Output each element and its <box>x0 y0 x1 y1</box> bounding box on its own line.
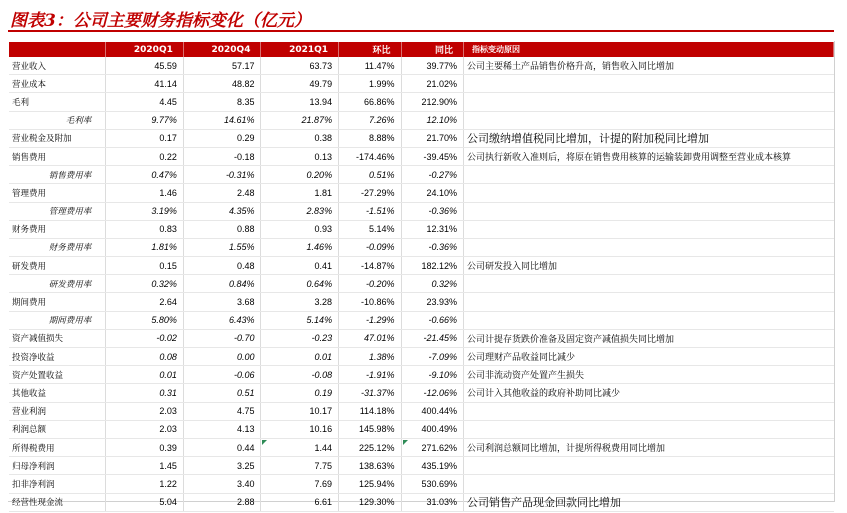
value-cell: 0.15 <box>106 257 184 275</box>
value-cell: 6.43% <box>183 311 261 329</box>
change-reason: 公司主要稀土产品销售价格升高，销售收入同比增加 <box>464 57 834 75</box>
value-cell: 0.93 <box>261 220 339 238</box>
value-cell: 0.83 <box>106 220 184 238</box>
value-cell: 114.18% <box>339 402 401 420</box>
value-cell: 0.22 <box>106 147 184 165</box>
change-reason <box>464 475 834 493</box>
table-row <box>9 493 834 511</box>
value-cell: 11.47% <box>339 57 401 75</box>
value-cell: 400.49% <box>401 420 463 438</box>
table-row <box>9 129 834 147</box>
value-cell: 0.01 <box>261 348 339 366</box>
value-cell: 48.82 <box>183 75 261 93</box>
table-row <box>9 220 834 238</box>
value-cell: 31.03% <box>401 493 463 511</box>
value-cell: 4.45 <box>106 93 184 111</box>
value-cell: 10.17 <box>261 402 339 420</box>
value-cell: 2.88 <box>183 493 261 511</box>
value-cell: 4.13 <box>183 420 261 438</box>
value-cell: 400.44% <box>401 402 463 420</box>
value-cell: 435.19% <box>401 457 463 475</box>
header-cell: 2021Q1 <box>261 42 339 57</box>
value-cell: 2.83% <box>261 202 339 220</box>
table-row <box>9 75 834 93</box>
value-cell: 1.46 <box>106 184 184 202</box>
table-row <box>9 93 834 111</box>
value-cell: 182.12% <box>401 257 463 275</box>
value-cell: -0.08 <box>261 366 339 384</box>
value-cell: 3.25 <box>183 457 261 475</box>
value-cell: 4.75 <box>183 402 261 420</box>
value-cell: 8.88% <box>339 129 401 147</box>
value-cell: 0.32% <box>401 275 463 293</box>
header-cell: 2020Q4 <box>183 42 261 57</box>
value-cell: 24.10% <box>401 184 463 202</box>
change-reason <box>464 311 834 329</box>
table-row <box>9 348 834 366</box>
value-cell: 41.14 <box>106 75 184 93</box>
row-label: 研发费用 <box>9 257 106 275</box>
change-reason <box>464 402 834 420</box>
row-label: 经营性现金流 <box>9 493 106 511</box>
table-row <box>9 402 834 420</box>
value-cell: 138.63% <box>339 457 401 475</box>
value-cell: 0.31 <box>106 384 184 402</box>
change-reason <box>464 166 834 184</box>
value-cell: 0.00 <box>183 348 261 366</box>
row-label: 营业成本 <box>9 75 106 93</box>
value-cell: 21.02% <box>401 75 463 93</box>
table-header-row <box>9 42 834 57</box>
value-cell: 5.14% <box>261 311 339 329</box>
row-label: 财务费用率 <box>9 238 106 256</box>
change-reason <box>464 457 834 475</box>
row-label: 资产处置收益 <box>9 366 106 384</box>
table-row <box>9 184 834 202</box>
row-label: 利润总额 <box>9 420 106 438</box>
value-cell: 47.01% <box>339 329 401 347</box>
value-cell: -0.66% <box>401 311 463 329</box>
value-cell: -31.37% <box>339 384 401 402</box>
table-row <box>9 475 834 493</box>
value-cell: -0.20% <box>339 275 401 293</box>
value-cell: 5.14% <box>339 220 401 238</box>
change-reason: 公司销售产品现金回款同比增加 <box>464 493 834 511</box>
page-title: 图表3：公司主要财务指标变化（亿元） <box>10 11 311 31</box>
row-label: 投资净收益 <box>9 348 106 366</box>
change-reason: 公司缴纳增值税同比增加，计提的附加税同比增加 <box>464 129 834 147</box>
value-cell: 39.77% <box>401 57 463 75</box>
table-row <box>9 420 834 438</box>
value-cell: -0.23 <box>261 329 339 347</box>
value-cell: 12.10% <box>401 111 463 129</box>
value-cell: 3.19% <box>106 202 184 220</box>
value-cell: 0.20% <box>261 166 339 184</box>
value-cell: 14.61% <box>183 111 261 129</box>
change-reason: 公司研发投入同比增加 <box>464 257 834 275</box>
change-reason <box>464 93 834 111</box>
value-cell: 271.62% <box>401 438 463 456</box>
financial-table <box>9 42 834 512</box>
value-cell: 0.39 <box>106 438 184 456</box>
table-row <box>9 202 834 220</box>
value-cell: 0.51 <box>183 384 261 402</box>
value-cell: -7.09% <box>401 348 463 366</box>
value-cell: 0.19 <box>261 384 339 402</box>
row-label: 所得税费用 <box>9 438 106 456</box>
value-cell: -10.86% <box>339 293 401 311</box>
change-reason <box>464 75 834 93</box>
value-cell: 6.61 <box>261 493 339 511</box>
value-cell: 3.68 <box>183 293 261 311</box>
value-cell: 1.99% <box>339 75 401 93</box>
value-cell: 1.44 <box>261 438 339 456</box>
table-row <box>9 147 834 165</box>
value-cell: 129.30% <box>339 493 401 511</box>
value-cell: 0.32% <box>106 275 184 293</box>
value-cell: -0.18 <box>183 147 261 165</box>
value-cell: 0.08 <box>106 348 184 366</box>
value-cell: -12.06% <box>401 384 463 402</box>
header-cell: 同比 <box>401 42 463 57</box>
value-cell: 3.28 <box>261 293 339 311</box>
value-cell: 3.40 <box>183 475 261 493</box>
table-row <box>9 57 834 75</box>
value-cell: 4.35% <box>183 202 261 220</box>
value-cell: 13.94 <box>261 93 339 111</box>
value-cell: -0.09% <box>339 238 401 256</box>
header-cell <box>9 42 106 57</box>
value-cell: 1.81 <box>261 184 339 202</box>
value-cell: -14.87% <box>339 257 401 275</box>
row-label: 营业利润 <box>9 402 106 420</box>
value-cell: 66.86% <box>339 93 401 111</box>
value-cell: 1.81% <box>106 238 184 256</box>
value-cell: 2.64 <box>106 293 184 311</box>
value-cell: 63.73 <box>261 57 339 75</box>
value-cell: 0.51% <box>339 166 401 184</box>
header-cell: 指标变动原因 <box>464 42 834 57</box>
value-cell: -0.31% <box>183 166 261 184</box>
value-cell: 7.69 <box>261 475 339 493</box>
value-cell: -0.02 <box>106 329 184 347</box>
change-reason <box>464 111 834 129</box>
value-cell: 2.03 <box>106 402 184 420</box>
value-cell: 23.93% <box>401 293 463 311</box>
value-cell: 9.77% <box>106 111 184 129</box>
value-cell: 125.94% <box>339 475 401 493</box>
value-cell: -0.27% <box>401 166 463 184</box>
value-cell: 0.17 <box>106 129 184 147</box>
header-cell: 环比 <box>339 42 401 57</box>
row-label: 营业收入 <box>9 57 106 75</box>
table-row <box>9 111 834 129</box>
value-cell: 1.38% <box>339 348 401 366</box>
value-cell: -1.29% <box>339 311 401 329</box>
value-cell: 0.38 <box>261 129 339 147</box>
table-row <box>9 293 834 311</box>
change-reason: 公司计入其他收益的政府补助同比减少 <box>464 384 834 402</box>
value-cell: 212.90% <box>401 93 463 111</box>
value-cell: 1.22 <box>106 475 184 493</box>
header-cell: 2020Q1 <box>106 42 184 57</box>
change-reason: 公司计提存货跌价准备及固定资产减值损失同比增加 <box>464 329 834 347</box>
row-label: 财务费用 <box>9 220 106 238</box>
value-cell: 21.87% <box>261 111 339 129</box>
change-reason <box>464 420 834 438</box>
value-cell: -0.70 <box>183 329 261 347</box>
value-cell: 225.12% <box>339 438 401 456</box>
change-reason: 公司执行新收入准则后，将原在销售费用核算的运输装卸费用调整至营业成本核算 <box>464 147 834 165</box>
change-reason <box>464 184 834 202</box>
value-cell: -0.36% <box>401 238 463 256</box>
value-cell: -1.91% <box>339 366 401 384</box>
row-label: 管理费用 <box>9 184 106 202</box>
value-cell: 0.64% <box>261 275 339 293</box>
value-cell: 0.29 <box>183 129 261 147</box>
table-body <box>9 57 834 511</box>
value-cell: -21.45% <box>401 329 463 347</box>
title-bar <box>8 6 834 32</box>
row-label: 毛利率 <box>9 111 106 129</box>
row-label: 归母净利润 <box>9 457 106 475</box>
table-row <box>9 457 834 475</box>
table-row <box>9 311 834 329</box>
value-cell: 0.48 <box>183 257 261 275</box>
change-reason <box>464 202 834 220</box>
value-cell: -1.51% <box>339 202 401 220</box>
value-cell: -174.46% <box>339 147 401 165</box>
value-cell: -9.10% <box>401 366 463 384</box>
row-label: 扣非净利润 <box>9 475 106 493</box>
value-cell: -0.06 <box>183 366 261 384</box>
value-cell: 0.01 <box>106 366 184 384</box>
value-cell: 0.47% <box>106 166 184 184</box>
value-cell: 0.41 <box>261 257 339 275</box>
value-cell: 49.79 <box>261 75 339 93</box>
value-cell: 10.16 <box>261 420 339 438</box>
change-reason <box>464 275 834 293</box>
change-reason: 公司非流动资产处置产生损失 <box>464 366 834 384</box>
value-cell: 21.70% <box>401 129 463 147</box>
row-label: 营业税金及附加 <box>9 129 106 147</box>
table-row <box>9 438 834 456</box>
value-cell: 57.17 <box>183 57 261 75</box>
row-label: 期间费用 <box>9 293 106 311</box>
change-reason <box>464 238 834 256</box>
value-cell: -39.45% <box>401 147 463 165</box>
value-cell: 45.59 <box>106 57 184 75</box>
row-label: 其他收益 <box>9 384 106 402</box>
row-label: 毛利 <box>9 93 106 111</box>
row-label: 研发费用率 <box>9 275 106 293</box>
value-cell: 12.31% <box>401 220 463 238</box>
value-cell: 1.45 <box>106 457 184 475</box>
row-label: 销售费用率 <box>9 166 106 184</box>
value-cell: 145.98% <box>339 420 401 438</box>
value-cell: 0.44 <box>183 438 261 456</box>
change-reason <box>464 220 834 238</box>
value-cell: 7.26% <box>339 111 401 129</box>
table-row <box>9 275 834 293</box>
row-label: 期间费用率 <box>9 311 106 329</box>
value-cell: 1.46% <box>261 238 339 256</box>
value-cell: 0.13 <box>261 147 339 165</box>
value-cell: 0.84% <box>183 275 261 293</box>
table-row <box>9 166 834 184</box>
table-row <box>9 329 834 347</box>
value-cell: 0.88 <box>183 220 261 238</box>
value-cell: 1.55% <box>183 238 261 256</box>
table-row <box>9 384 834 402</box>
change-reason: 公司利润总额同比增加，计提所得税费用同比增加 <box>464 438 834 456</box>
value-cell: -0.36% <box>401 202 463 220</box>
value-cell: -27.29% <box>339 184 401 202</box>
value-cell: 5.04 <box>106 493 184 511</box>
value-cell: 2.03 <box>106 420 184 438</box>
change-reason: 公司理财产品收益同比减少 <box>464 348 834 366</box>
table-row <box>9 366 834 384</box>
value-cell: 8.35 <box>183 93 261 111</box>
value-cell: 530.69% <box>401 475 463 493</box>
row-label: 销售费用 <box>9 147 106 165</box>
row-label: 管理费用率 <box>9 202 106 220</box>
row-label: 资产减值损失 <box>9 329 106 347</box>
value-cell: 7.75 <box>261 457 339 475</box>
table-row <box>9 238 834 256</box>
table-row <box>9 257 834 275</box>
value-cell: 2.48 <box>183 184 261 202</box>
change-reason <box>464 293 834 311</box>
value-cell: 5.80% <box>106 311 184 329</box>
